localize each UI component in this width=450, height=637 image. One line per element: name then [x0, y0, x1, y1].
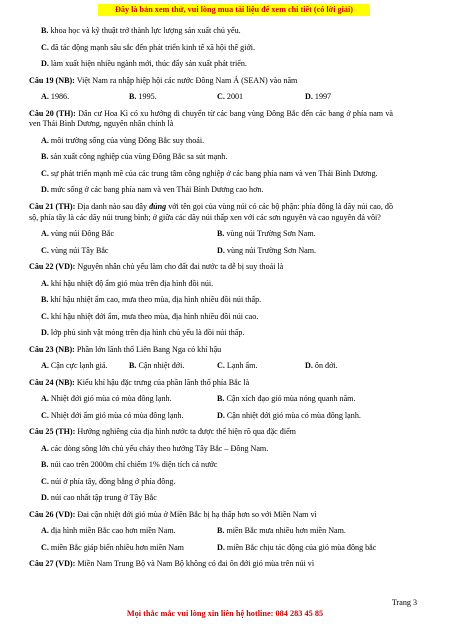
- question-24: Câu 24 (NB): Kiểu khí hậu đặc trưng của phần lãnh thổ phía Bắc là: [29, 377, 250, 387]
- question-22: Câu 22 (VD): Nguyên nhân chủ yếu làm cho đất đai nước ta dễ bị suy thoái là: [29, 262, 284, 272]
- option-line: D. làm xuất hiện nhiều ngành mới, thúc đẩy sản xuất phát triển.: [41, 59, 247, 68]
- option-line: B. núi cao trên 2000m chỉ chiếm 1% diện tích cả nước: [41, 460, 218, 470]
- option-line: C. núi ở phía tây, đồng bằng ở phía đông.: [41, 476, 176, 486]
- question-20: Câu 20 (TH): Dân cư Hoa Kì có xu hướng di chuyển từ các bang vùng Đông Bắc đến các bang ở phía nam và ven Thái Bình Dương, nguyên nhân chính là: [29, 108, 393, 129]
- options-24: C. Nhiệt đới ẩm gió mùa có mùa đông lạnh. D. Cận nhiệt đới gió mùa có mùa đông lạnh.: [41, 410, 361, 420]
- question-26: Câu 26 (VD): Đai cận nhiệt đới gió mùa ở Miền Bắc bị hạ thấp hơn so với Miền Nam vì: [29, 509, 317, 519]
- option-line: C. sự phát triển mạnh mẽ của các trung tâm công nghiệp ở các bang phía nam và ven Thái Bình Dương.: [41, 168, 378, 178]
- option-line: C. đã tác động mạnh sâu sắc đến phát triển kinh tế xã hội thế giới.: [41, 42, 256, 52]
- question-content: [29, 22, 393, 570]
- option-line: B. sản xuất công nghiệp của vùng Đông Bắc sa sút mạnh.: [41, 152, 228, 162]
- hotline-footer: Mọi thắc mắc vui lòng xin liên hệ hotline: 084 283 45 85: [126, 609, 324, 618]
- option-line: D. lớp phủ sinh vật mỏng trên địa hình chủ yếu là đồi núi thấp.: [41, 328, 245, 338]
- options-21: C. vùng núi Tây Bắc D. vùng núi Trường Sơn Nam.: [41, 245, 317, 255]
- option-line: C. khí hậu nhiệt đới ẩm, mưa theo mùa, địa hình nhiều đồi núi cao.: [41, 311, 259, 321]
- option-line: A. các dòng sông lớn chủ yếu chảy theo hướng Tây Bắc – Đông Nam.: [41, 443, 269, 453]
- options-23: A. Cận cực lạnh giá. B. Cận nhiệt đới. C. Lạnh ẩm. D. ôn đới.: [41, 361, 338, 371]
- option-line: B. khoa học và kỹ thuật trở thành lực lượng sản xuất chủ yếu.: [41, 26, 241, 35]
- question-21: Câu 21 (TH): Địa danh nào sau đây đúng với tên gọi của vùng núi có các bộ phận: phía đông là dãy núi cao, đồ sộ, phía tây là các dãy núi trung bình; ở giữa các dãy núi thấp xen với các sơn nguyên và cao nguyên đá vôi?: [29, 201, 393, 222]
- question-19: Câu 19 (NB): Việt Nam ra nhập hiệp hội các nước Đông Nam Á (SEAN) vào năm: [29, 75, 298, 85]
- option-line: D. núi cao nhất tập trung ở Tây Bắc: [41, 493, 157, 503]
- options-19: A. 1986. B. 1995. C. 2001 D. 1997: [41, 92, 332, 101]
- option-line: D. mức sống ở các bang phía nam và ven Thái Bình Dương cao hơn.: [41, 185, 264, 195]
- options-26: C. miền Bắc giáp biển nhiều hơn miền Nam D. miền Bắc chịu tác động của gió mùa đông bắc: [41, 542, 377, 552]
- option-line: A. khí hậu nhiệt độ ẩm gió mùa trên địa hình đồi núi.: [41, 278, 214, 288]
- page-number: Trang 3: [391, 598, 417, 607]
- question-27: Câu 27 (VD): Miền Nam Trung Bộ và Nam Bộ không có đai ôn đới gió mùa trên núi vì: [29, 559, 315, 569]
- question-23: Câu 23 (NB): Phần lớn lãnh thổ Liên Bang Nga có khí hậu: [29, 344, 222, 354]
- options-24: A. Nhiệt đới gió mùa có mùa đông lạnh. B. Cận xích đạo gió mùa nóng quanh năm.: [41, 394, 356, 404]
- option-line: A. môi trường sống của vùng Đông Bắc suy thoái.: [41, 135, 205, 145]
- preview-banner: Đây là bản xem thử, vui lòng mua tài liệu để xem chi tiết (có lời giải): [98, 4, 370, 16]
- options-21: A. vùng núi Đông Bắc B. vùng núi Trường Sơn Nam.: [41, 229, 316, 239]
- option-line: B. khí hậu nhiệt ẩm cao, mưa theo mùa, địa hình nhiều đồi núi thấp.: [41, 295, 262, 305]
- question-25: Câu 25 (TH): Hướng nghiêng của địa hình nước ta được thể hiện rõ qua đặc điểm: [29, 427, 296, 437]
- options-26: A. địa hình miền Bắc cao hơn miền Nam. B. miền Bắc mưa nhiều hơn miền Nam.: [41, 526, 346, 536]
